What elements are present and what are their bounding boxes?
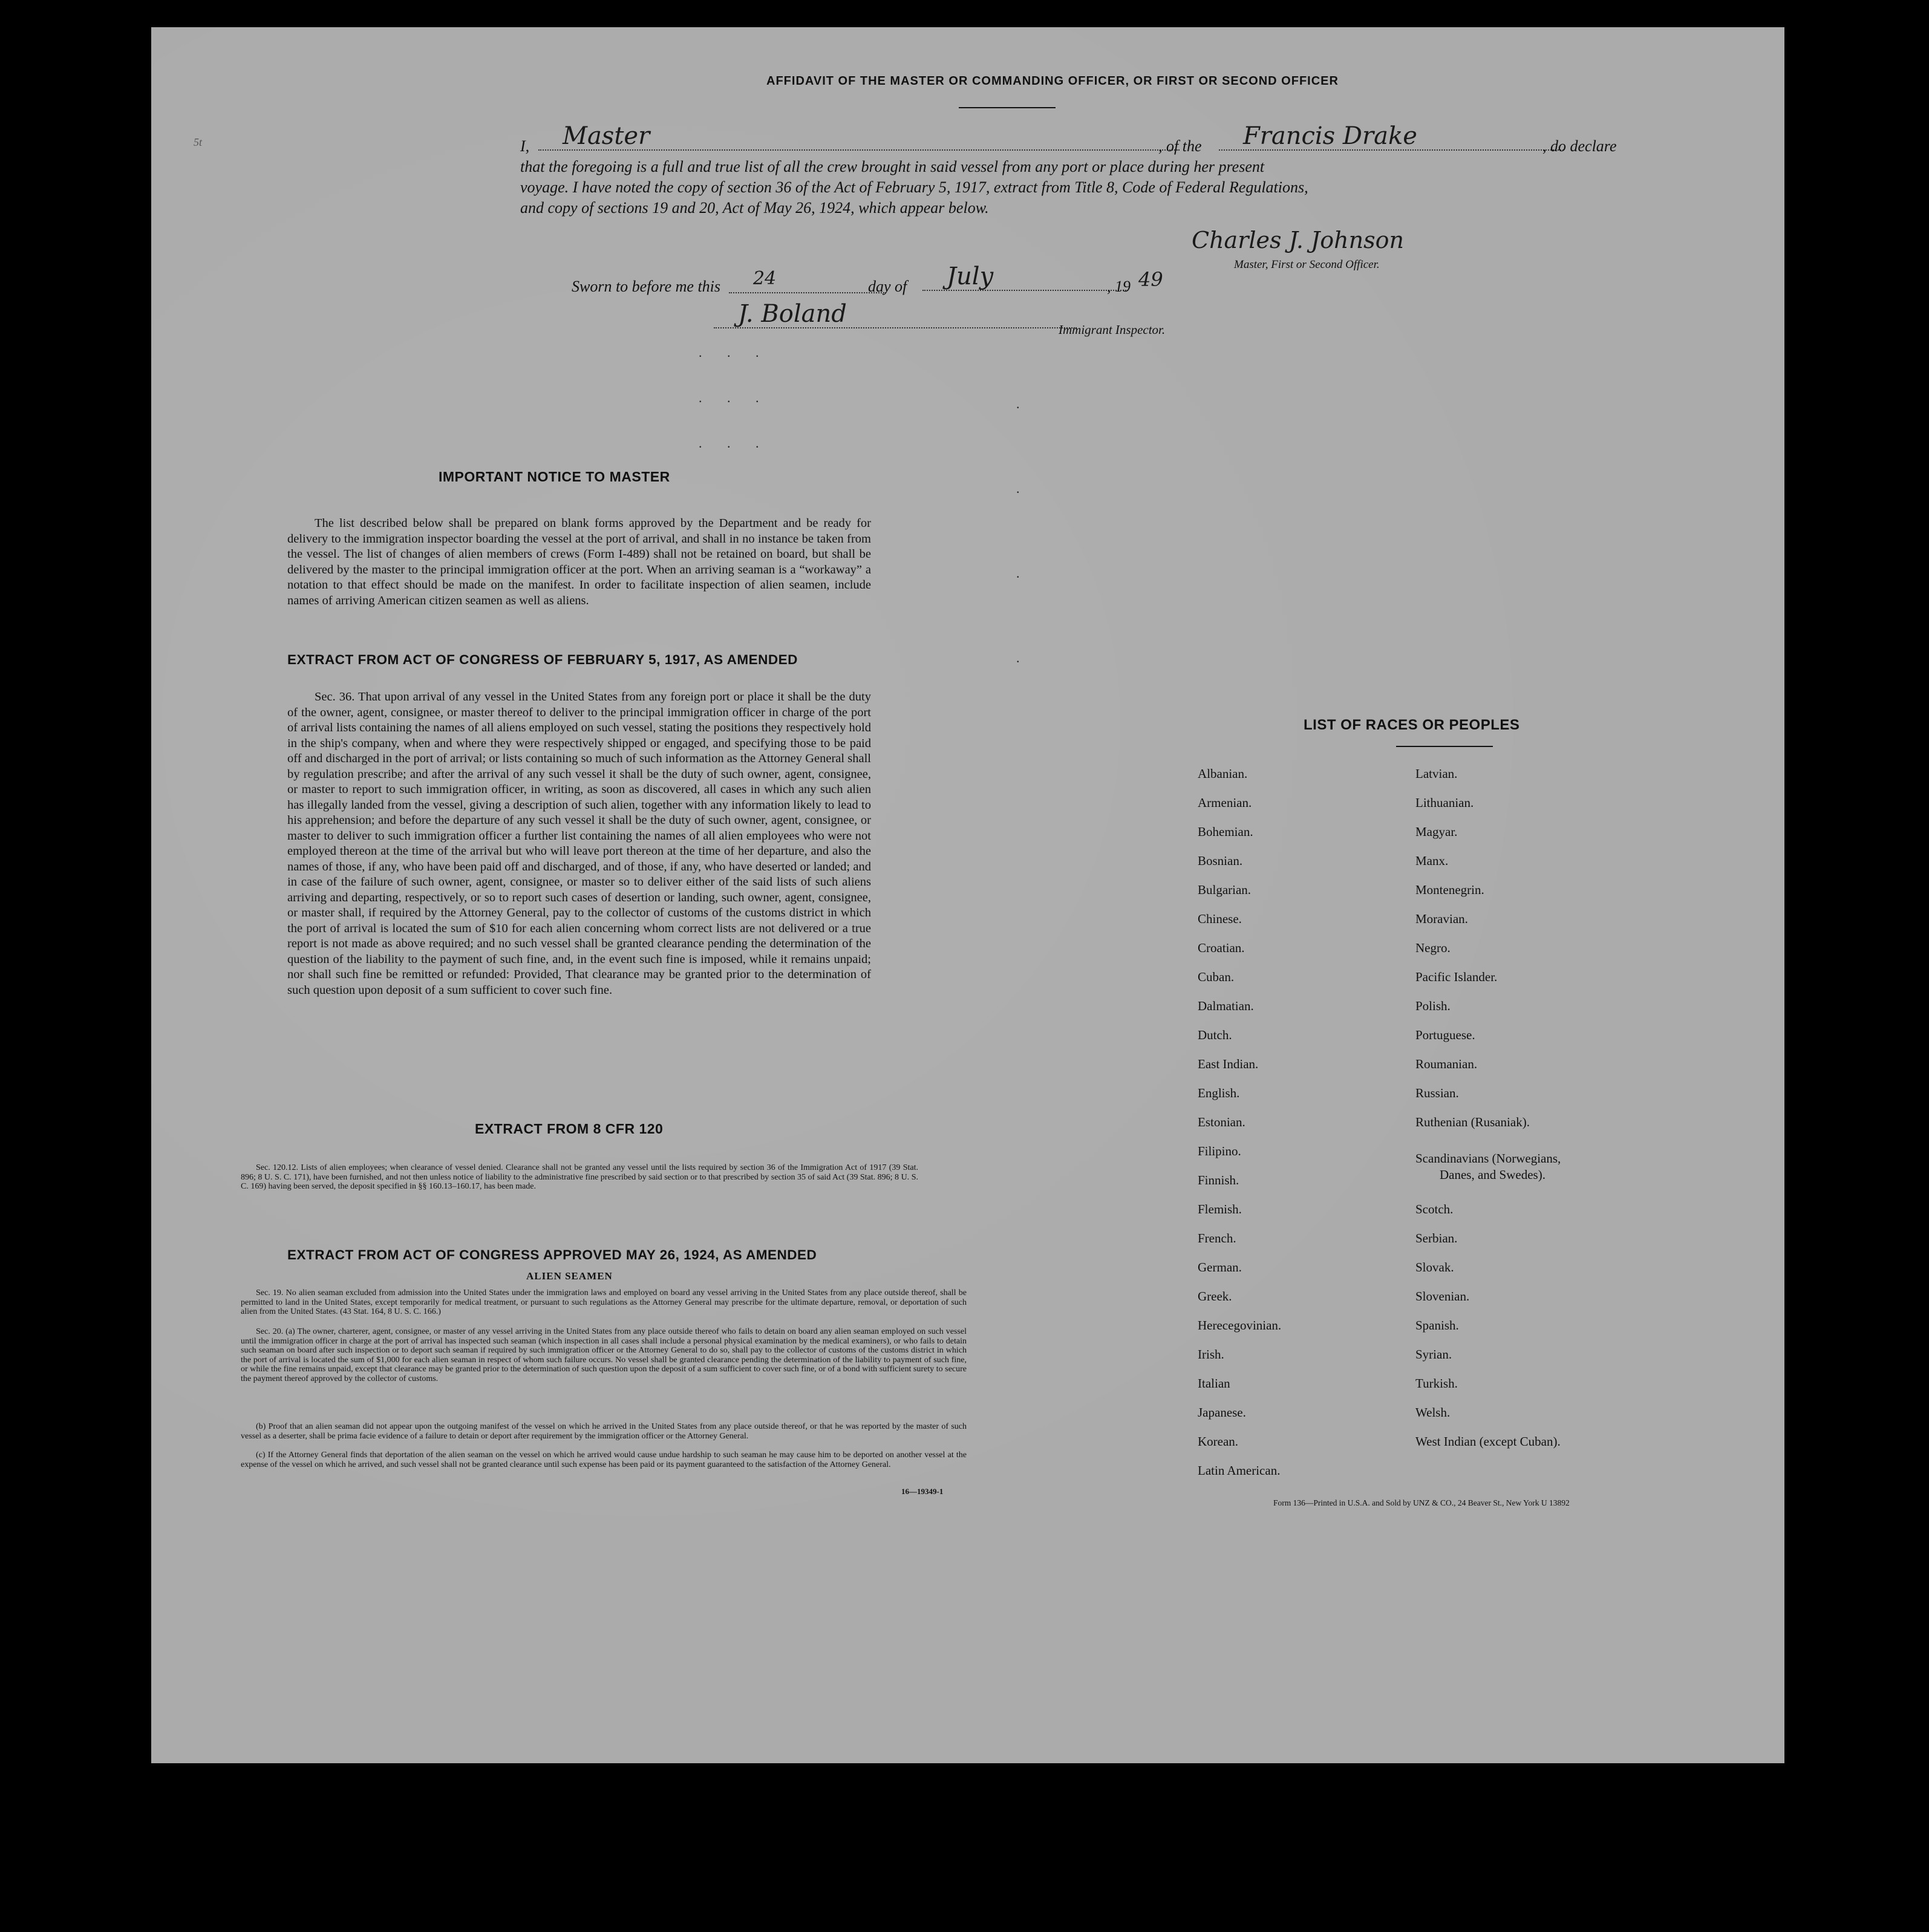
dots: . . . [699, 345, 770, 360]
vessel-field: Francis Drake [1219, 123, 1564, 151]
race-item: Polish. [1415, 999, 1451, 1013]
race-item: Estonian. [1198, 1115, 1245, 1129]
race-item: Bohemian. [1198, 824, 1253, 839]
punch-hole [1845, 1113, 1870, 1138]
race-item: Croatian. [1198, 941, 1245, 955]
race-item: Pacific Islander. [1415, 970, 1498, 984]
races-rule [1396, 746, 1493, 747]
extract-cfr-heading: EXTRACT FROM 8 CFR 120 [475, 1121, 664, 1137]
title-rule [959, 107, 1056, 108]
race-item: Danes, and Swedes). [1440, 1167, 1545, 1182]
master-field: Master [538, 123, 1180, 151]
race-item: Cuban. [1198, 970, 1235, 984]
dots: . . . [699, 390, 770, 405]
extract-1917-heading: EXTRACT FROM ACT OF CONGRESS OF FEBRUARY 5, 1917, AS AMENDED [287, 652, 798, 667]
punch-hole [1845, 194, 1870, 219]
master-caption: Master, First or Second Officer. [1234, 258, 1380, 271]
race-item: Greek. [1198, 1289, 1232, 1304]
sec20b-text: (b) Proof that an alien seaman did not appear upon the outgoing manifest of the vessel on which he arrived in the United States from any place outside thereof, or that he was reported by the master of such vessel as a deserter, shall be prima facie evidence of a failure to detain or deport after requirement by the immigration officer or the Attorney General. [241, 1422, 967, 1441]
race-item: Flemish. [1198, 1202, 1242, 1216]
race-item: Montenegrin. [1415, 883, 1484, 897]
race-item: Serbian. [1415, 1231, 1458, 1245]
race-item: Filipino. [1198, 1144, 1241, 1158]
race-item: Dutch. [1198, 1028, 1232, 1042]
race-item: Negro. [1415, 941, 1451, 955]
word-i: I, [520, 137, 530, 155]
race-item: Armenian. [1198, 795, 1252, 810]
race-item: Scotch. [1415, 1202, 1454, 1216]
sec19-text: Sec. 19. No alien seaman excluded from admission into the United States under the immigration laws and employed on board any vessel arriving in the United States from any place outside thereof, shall be permitted to land in the United States, except temporarily for medical treatment, or pursuant to such regulations as the Attorney General may prescribe for the ultimate departure, removal, or deportation of such alien from the United States. (43 Stat. 164, 8 U. S. C. 166.) [241, 1288, 967, 1316]
race-item: Moravian. [1415, 912, 1468, 926]
extract-cfr-body: Sec. 120.12. Lists of alien employees; when clearance of vessel denied. Clearance shall not be granted any vessel until the lists required by section 36 of the Immigration Act of 1917 (39 Stat. 896; 8 U. S. C. 171), have been furnished, and not then unless notice of liability to the administrative fine prescribed by said section or to that prescribed by section 35 of said Act (39 Stat. 896; 8 U. S. C. 169) having been served, the deposit specified in §§ 160.13–160.17, has been made. [241, 1163, 918, 1191]
inspector-caption: Immigrant Inspector. [1059, 322, 1166, 337]
punch-hole [1845, 1545, 1870, 1571]
race-item: Japanese. [1198, 1405, 1246, 1420]
race-item: English. [1198, 1086, 1240, 1100]
inspector-signature: J. Boland [714, 301, 1077, 328]
race-item: Scandinavians (Norwegians, [1415, 1151, 1561, 1166]
margin-note: 5t [194, 136, 203, 148]
word-of-the: , of the [1158, 137, 1202, 155]
extract-1924-heading: EXTRACT FROM ACT OF CONGRESS APPROVED MAY 26, 1924, AS AMENDED [287, 1247, 817, 1262]
race-item: Italian [1198, 1376, 1230, 1391]
declaration-line-2: that the foregoing is a full and true list of all the crew brought in said vessel from any port or place during her present [520, 158, 1265, 175]
race-item: Albanian. [1198, 766, 1248, 781]
race-item: Chinese. [1198, 912, 1242, 926]
race-item: Manx. [1415, 853, 1449, 868]
race-item: Magyar. [1415, 824, 1458, 839]
extract-1924-subheading: ALIEN SEAMEN [526, 1270, 613, 1282]
form-footer: Form 136—Printed in U.S.A. and Sold by UNZ & CO., 24 Beaver St., New York U 13892 [1273, 1498, 1570, 1507]
extract-1917-body: Sec. 36. That upon arrival of any vessel in the United States from any foreign port or place it shall be the duty of the owner, agent, consignee, or master thereof to deliver to the principal immigration officer in charge of the port of arrival lists containing the names of all aliens employed on such vessel, stating the positions they respectively hold in the ship's company, when and where they were respectively shipped or engaged, and specifying those to be paid off and discharged in the port of arrival; or lists containing so much of such information as the Attorney General shall by regulation prescribe; and after the arrival of any such vessel it shall be the duty of such owner, agent, consignee, or master to report to such immigration officer, in writing, as soon as discovered, all cases in which any such alien has illegally landed from the vessel, giving a description of such alien, together with any information likely to lead to his apprehension; and before the departure of any such vessel it shall be the duty of such owner, agent, consignee, or master to deliver to such immigration officer a further list containing the names of all alien employees who were not employed thereon at the time of the arrival but who will leave port thereon at the time of her departure, and also the names of those, if any, who have been paid off and discharged, and of those, if any, who have deserted or landed; and in case of the failure of such owner, agent, consignee, or master so to deliver either of the said lists of such aliens arriving and departing, respectively, or so to report such cases of desertion or landing, such owner, agent, consignee, or master shall, if required by the Attorney General, pay to the collector of customs of the customs district in which the port of arrival is located the sum of $10 for each alien concerning whom correct lists are not delivered or a true report is not made as above required; and no such vessel shall be granted clearance pending the determination of the question of the liability to the payment of such fine, and, in the event such fine is imposed, while it remains unpaid; nor shall such fine be remitted or refunded: Provided, That clearance may be granted prior to the determination of such question upon deposit of a sum sufficient to cover such fine. [287, 690, 871, 997]
race-item: Bosnian. [1198, 853, 1243, 868]
race-item: German. [1198, 1260, 1242, 1274]
races-heading: LIST OF RACES OR PEOPLES [1304, 717, 1520, 733]
dots: . . . [699, 436, 770, 451]
year-prefix: , 19 [1107, 278, 1131, 295]
punch-hole [1845, 1201, 1870, 1226]
race-item: Dalmatian. [1198, 999, 1254, 1013]
race-item: West Indian (except Cuban). [1415, 1434, 1561, 1449]
punch-hole [1845, 1458, 1870, 1483]
sworn-text: Sworn to before me this [572, 278, 721, 295]
sworn-day-field: 24 [729, 266, 886, 293]
race-item: Latin American. [1198, 1463, 1281, 1478]
word-do-declare: , do declare [1542, 137, 1617, 155]
race-item: Ruthenian (Rusaniak). [1415, 1115, 1530, 1129]
form-code: 16—19349-1 [901, 1487, 944, 1496]
race-item: Spanish. [1415, 1318, 1459, 1333]
day-of-text: day of [868, 278, 907, 295]
punch-hole [1845, 538, 1870, 564]
race-item: French. [1198, 1231, 1236, 1245]
race-item: Slovenian. [1415, 1289, 1470, 1304]
race-item: Portuguese. [1415, 1028, 1475, 1042]
race-item: Russian. [1415, 1086, 1459, 1100]
race-item: Welsh. [1415, 1405, 1451, 1420]
race-item: Slovak. [1415, 1260, 1454, 1274]
dots: . [1016, 481, 1031, 496]
master-signature: Charles J. Johnson [1192, 227, 1404, 253]
race-item: Bulgarian. [1198, 883, 1252, 897]
punch-hole [1845, 626, 1870, 651]
race-item: Latvian. [1415, 766, 1458, 781]
race-item: Lithuanian. [1415, 795, 1474, 810]
race-item: Turkish. [1415, 1376, 1458, 1391]
dots: . [1016, 396, 1031, 411]
race-item: Korean. [1198, 1434, 1239, 1449]
sworn-month-field: July [922, 263, 1128, 291]
notice-body: The list described below shall be prepared on blank forms approved by the Department and be ready for delivery to the immigration inspector boarding the vessel at the port of arrival, and shall in no instance be taken from the vessel. The list of changes of alien members of crews (Form I-489) shall not be retained on board, but shall be delivered by the master to the principal immigration officer at the port. When an arriving seaman is a “workaway” a notation to that effect should be made on the manifest. In order to facilitate inspection of alien seamen, include names of arriving American citizen seamen as well as aliens. [287, 517, 871, 607]
dots: . [1016, 566, 1031, 581]
sec20c-text: (c) If the Attorney General finds that deportation of the alien seaman on the vessel on which he arrived would cause undue hardship to such seaman he may cause him to be deported on another vessel at the expense of the vessel on which he arrived, and such vessel shall not be granted clearance until such expense has been paid or its payment guaranteed to the satisfaction of the Attorney General. [241, 1451, 967, 1469]
race-item: Syrian. [1415, 1347, 1452, 1362]
document-page [151, 27, 1784, 1763]
notice-heading: IMPORTANT NOTICE TO MASTER [439, 469, 670, 485]
race-item: Roumanian. [1415, 1057, 1478, 1071]
dots: . [1016, 650, 1031, 665]
punch-hole [1845, 281, 1870, 307]
declaration-line-4: and copy of sections 19 and 20, Act of May 26, 1924, which appear below. [520, 199, 989, 217]
race-item: Finnish. [1198, 1173, 1239, 1187]
race-item: East Indian. [1198, 1057, 1259, 1071]
year-value: 49 [1138, 268, 1163, 291]
sec20a-text: Sec. 20. (a) The owner, charterer, agent, consignee, or master of any vessel arriving in the United States from any place outside thereof who fails to detain on board any alien seaman employed on such vessel until the immigration officer in charge at the port of arrival has inspected such seaman (which inspection in all cases shall include a personal physical examination by the medical examiners), or who fails to detain such seaman on board after such inspection or to deport such seaman if required by such immigration officer or the Attorney General to do so, shall pay to the collector of customs of the customs district in which the port of arrival is located the sum of $1,000 for each alien seaman in respect of whom such failure occurs. No vessel shall be granted clearance pending the determination of the liability to payment of such fine, or while the fine remains unpaid, except that clearance may be granted prior to the determination of such question upon the deposit of a sum sufficient to cover such fine, or of a bond with sufficient surety to secure the payment thereof approved by the collector of customs. [241, 1327, 967, 1383]
race-item: Herecegovinian. [1198, 1318, 1282, 1333]
declaration-line-3: voyage. I have noted the copy of section 36 of the Act of February 5, 1917, extract from Title 8, Code of Federal Regulations, [520, 178, 1308, 196]
affidavit-title: AFFIDAVIT OF THE MASTER OR COMMANDING OFFICER, OR FIRST OR SECOND OFFICER [766, 74, 1339, 88]
race-item: Irish. [1198, 1347, 1224, 1362]
